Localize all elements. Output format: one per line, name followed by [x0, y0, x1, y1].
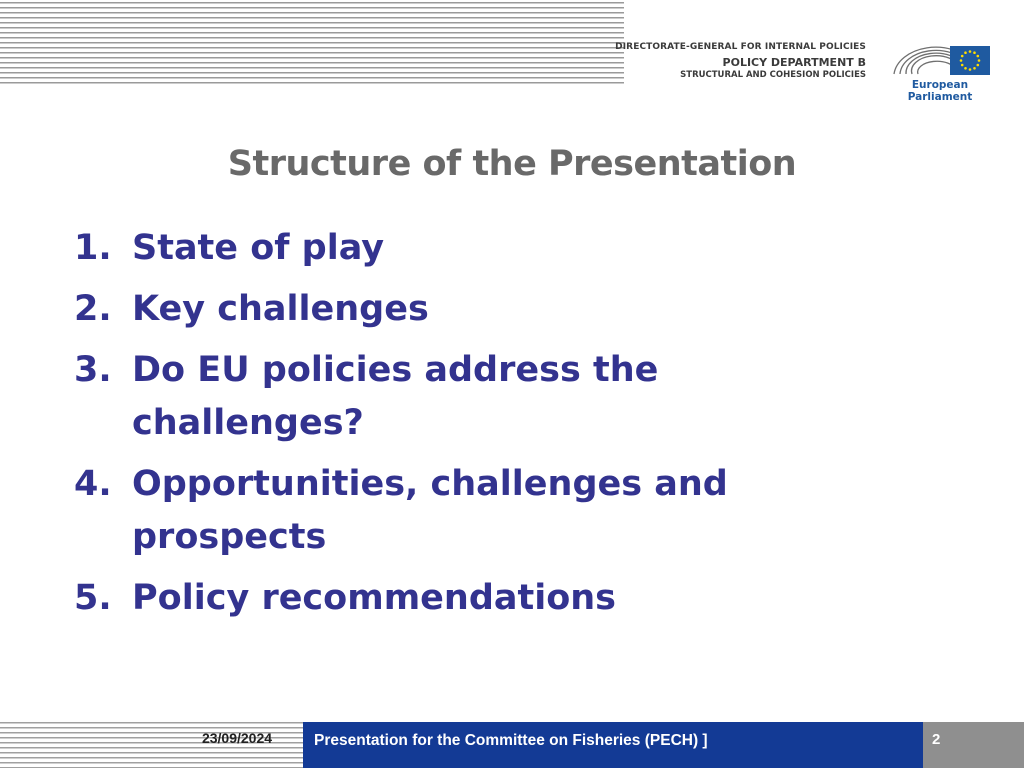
- page-number: 2: [932, 731, 941, 748]
- agenda-item-label: Do EU policies address the challenges?: [132, 350, 659, 443]
- agenda-item: [74, 572, 834, 625]
- agenda-item: [74, 344, 834, 450]
- agenda-item: [74, 458, 834, 564]
- agenda-list: [74, 222, 834, 633]
- footer-caption-bar: [303, 722, 923, 768]
- header-stripes: [0, 2, 624, 84]
- agenda-item-number: 2.: [74, 289, 112, 329]
- agenda-item-number: 3.: [74, 350, 112, 390]
- footer-caption: Presentation for the Committee on Fisheries (PECH) ]: [314, 732, 708, 749]
- slide-title: Structure of the Presentation: [227, 144, 797, 184]
- agenda-item: [74, 283, 834, 336]
- directorate-label: DIRECTORATE-GENERAL FOR INTERNAL POLICIES: [615, 42, 866, 52]
- agenda-item-label: Policy recommendations: [132, 578, 617, 618]
- agenda-item-label: Opportunities, challenges and prospects: [132, 464, 728, 557]
- department-subtitle: STRUCTURAL AND COHESION POLICIES: [680, 70, 866, 80]
- header-branding: [615, 42, 866, 80]
- footer-page-box: [923, 722, 1024, 768]
- agenda-item-number: 4.: [74, 464, 112, 504]
- agenda-item-number: 1.: [74, 228, 112, 268]
- agenda-item-label: Key challenges: [132, 289, 429, 329]
- department-label: POLICY DEPARTMENT B: [722, 56, 866, 69]
- agenda-item-number: 5.: [74, 578, 112, 618]
- footer-date: 23/09/2024: [201, 730, 273, 746]
- agenda-item: [74, 222, 834, 275]
- logo-caption: European Parliament: [907, 79, 973, 103]
- agenda-item-label: State of play: [132, 228, 385, 268]
